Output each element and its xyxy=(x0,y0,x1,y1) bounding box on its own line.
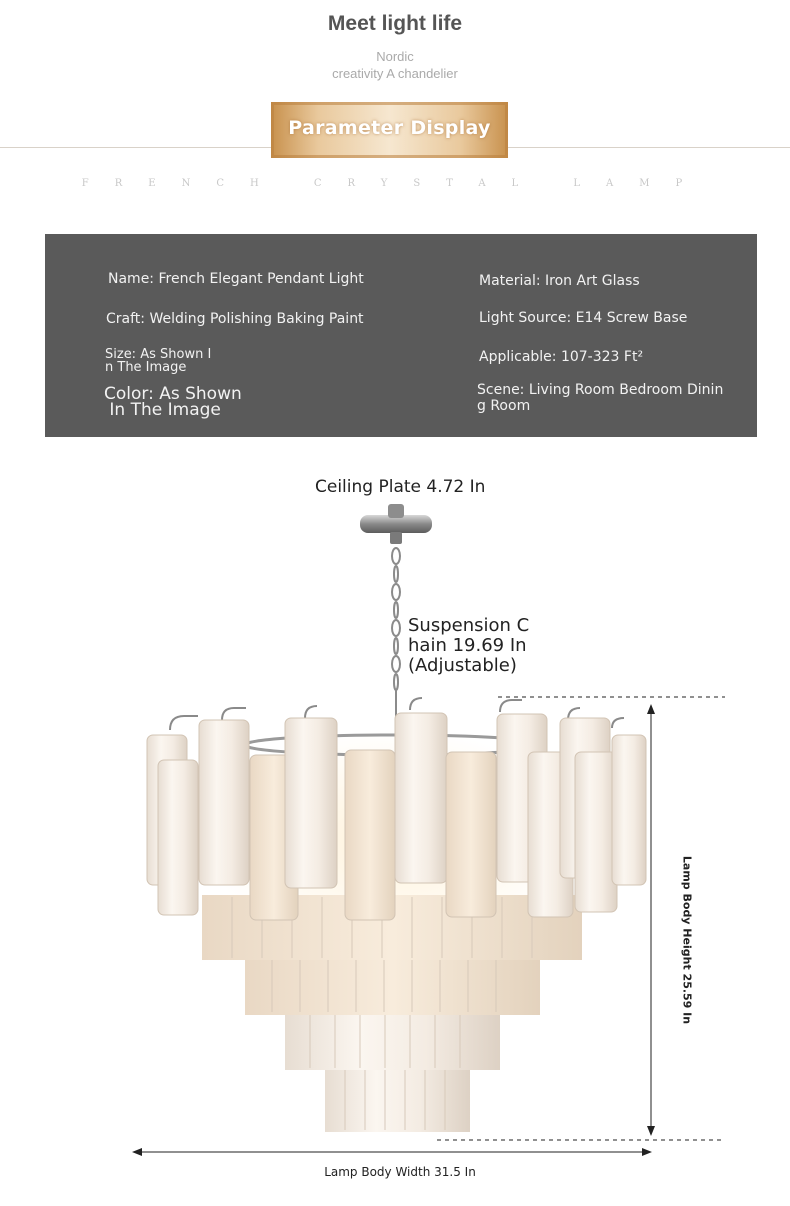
chandelier-figure xyxy=(0,455,790,1206)
spec-name: Name: French Elegant Pendant Light xyxy=(108,271,364,287)
subtitle-line-1: Nordic xyxy=(376,49,414,64)
chain-label-line-2: hain 19.69 In xyxy=(408,635,527,656)
spec-scene-line-1: Scene: Living Room Bedroom Dinin xyxy=(477,382,724,398)
spec-scene-line-2: g Room xyxy=(477,398,531,414)
spec-color-line-1: Color: As Shown xyxy=(104,384,242,404)
spec-size-line-1: Size: As Shown I xyxy=(105,347,212,362)
subtitle-line-2: creativity A chandelier xyxy=(332,66,458,81)
spec-size-line-2: n The Image xyxy=(105,360,187,375)
spec-light-source: Light Source: E14 Screw Base xyxy=(479,310,688,326)
suspension-chain xyxy=(392,548,400,740)
chain-length-label xyxy=(408,616,529,676)
body-width-label: Lamp Body Width 31.5 In xyxy=(324,1165,476,1179)
spaced-decorative-text: FRENCH CRYSTAL LAMP xyxy=(81,178,709,189)
chain-label-line-3: (Adjustable) xyxy=(408,655,517,676)
parameter-banner-label: Parameter Display xyxy=(288,117,491,139)
spec-craft: Craft: Welding Polishing Baking Paint xyxy=(106,311,364,327)
spec-material: Material: Iron Art Glass xyxy=(479,273,640,289)
spec-applicable: Applicable: 107-323 Ft² xyxy=(479,349,644,365)
ceiling-canopy xyxy=(360,504,432,544)
glass-tier-bottom xyxy=(325,1060,470,1132)
ceiling-plate-label: Ceiling Plate 4.72 In xyxy=(315,477,486,497)
page-title: Meet light life xyxy=(327,12,463,35)
chain-label-line-1: Suspension C xyxy=(408,615,530,636)
spec-color-line-2: In The Image xyxy=(104,400,221,420)
body-height-label: Lamp Body Height 25.59 In xyxy=(680,855,694,1025)
